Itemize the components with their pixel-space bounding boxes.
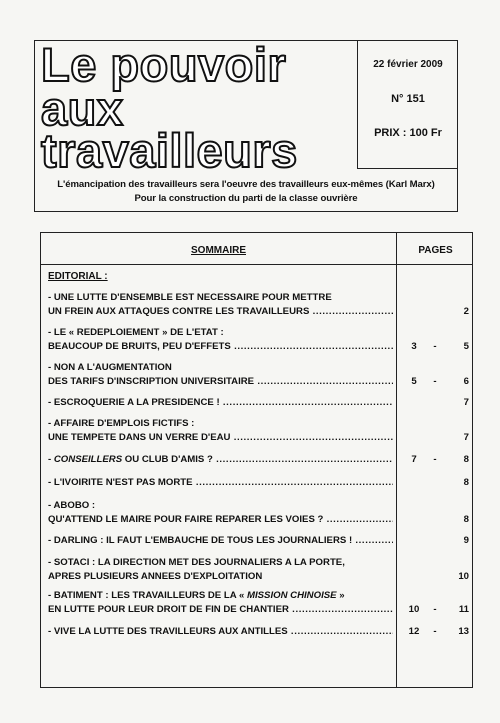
sommaire-heading: SOMMAIRE — [191, 245, 246, 256]
page-range-dash: - — [433, 376, 437, 387]
page-start: 5 — [411, 376, 417, 387]
newspaper-title — [35, 38, 357, 177]
title-line-2: aux — [41, 82, 124, 135]
toc-entry[interactable] — [48, 589, 468, 617]
entry-title — [48, 589, 393, 603]
table-of-contents — [40, 232, 473, 688]
toc-entry[interactable] — [48, 499, 468, 527]
toc-entry[interactable] — [48, 361, 468, 389]
toc-entry[interactable] — [48, 534, 468, 548]
page-number: 7 — [463, 432, 469, 443]
page-start: 7 — [411, 454, 417, 465]
page-end: 6 — [463, 376, 469, 387]
toc-entry[interactable] — [48, 326, 468, 354]
toc-entry[interactable] — [48, 625, 468, 639]
toc-entry[interactable] — [48, 453, 468, 467]
page-end: 11 — [458, 604, 469, 615]
entry-title-suffix: » — [336, 590, 345, 601]
toc-entry[interactable] — [48, 291, 468, 319]
tagline-mission: Pour la construction du parti de la classe ouvrière — [134, 193, 358, 204]
toc-entry[interactable] — [48, 417, 468, 445]
entry-title — [48, 453, 393, 467]
entry-title: - ESCROQUERIE A LA PRESIDENCE ! ..... — [48, 396, 393, 410]
page-number: 2 — [463, 306, 469, 317]
entry-title-italic: CONSEILLERS — [53, 454, 123, 465]
page-range-dash: - — [433, 341, 437, 352]
page-start: 10 — [408, 604, 420, 615]
entry-title: - NON A L'AUGMENTATION — [48, 362, 172, 373]
issue-date: 22 février 2009 — [373, 59, 443, 70]
page-end: 5 — [463, 341, 469, 352]
title-line-1: Le pouvoir — [41, 38, 287, 91]
entry-title-suffix: OU CLUB D'AMIS ? — [122, 454, 213, 465]
toc-header — [41, 233, 472, 265]
entry-subtitle: DES TARIFS D'INSCRIPTION UNIVERSITAIRE ..... — [48, 375, 393, 389]
entry-title-prefix: - — [48, 454, 54, 465]
tagline-quote: L'émancipation des travailleurs sera l'oeuvre des travailleurs eux-mêmes (Karl Marx) — [57, 179, 435, 190]
entry-subtitle: UNE TEMPETE DANS UN VERRE D'EAU ..... — [48, 431, 393, 445]
entry-title: - AFFAIRE D'EMPLOIS FICTIFS : — [48, 418, 195, 429]
page-number: 8 — [463, 514, 469, 525]
pages-heading: PAGES — [418, 245, 453, 256]
entry-subtitle: EN LUTTE POUR LEUR DROIT DE FIN DE CHANTIER ..... — [48, 603, 393, 617]
editorial-label: EDITORIAL : — [48, 271, 108, 282]
page-range-dash: - — [433, 604, 437, 615]
page-number: 9 — [463, 535, 469, 546]
entry-subtitle: APRES PLUSIEURS ANNEES D'EXPLOITATION — [48, 571, 263, 582]
page-end: 13 — [458, 626, 469, 637]
page-start: 3 — [411, 341, 417, 352]
entry-title: - SOTACI : LA DIRECTION MET DES JOURNALIERS A LA PORTE, — [48, 557, 345, 568]
entry-subtitle: QU'ATTEND LE MAIRE POUR FAIRE REPARER LES VOIES ? ..... — [48, 513, 393, 527]
entry-subtitle: UN FREIN AUX ATTAQUES CONTRE LES TRAVAILLEURS ..... — [48, 305, 393, 319]
entry-title: - UNE LUTTE D'ENSEMBLE EST NECESSAIRE POUR METTRE — [48, 292, 332, 303]
title-line-3: travailleurs — [41, 124, 298, 177]
entry-title: - ABOBO : — [48, 500, 96, 511]
page-number: 8 — [463, 477, 469, 488]
issue-number: N° 151 — [391, 93, 425, 105]
entry-subtitle: BEAUCOUP DE BRUITS, PEU D'EFFETS ..... — [48, 340, 393, 354]
page-number: 10 — [458, 571, 469, 582]
page-end: 8 — [463, 454, 469, 465]
entry-title: - L'IVOIRITE N'EST PAS MORTE ..... — [48, 476, 393, 490]
page-start: 12 — [408, 626, 420, 637]
issue-price: PRIX : 100 Fr — [374, 127, 442, 139]
toc-entry[interactable] — [48, 396, 468, 410]
entry-title: - VIVE LA LUTTE DES TRAVILLEURS AUX ANTILLES ..... — [48, 625, 393, 639]
entry-title: - LE « REDEPLOIEMENT » DE L'ETAT : — [48, 327, 224, 338]
entry-title-italic: MISSION CHINOISE — [246, 590, 337, 601]
toc-entry[interactable] — [48, 476, 468, 490]
toc-entry[interactable] — [48, 556, 468, 584]
page-range-dash: - — [433, 454, 437, 465]
page-number: 7 — [463, 397, 469, 408]
entry-title: - DARLING : IL FAUT L'EMBAUCHE DE TOUS LES JOURNALIERS ! ..... — [48, 534, 393, 548]
page-range-dash: - — [433, 626, 437, 637]
masthead — [34, 40, 458, 212]
entry-title-prefix: - BATIMENT : LES TRAVAILLEURS DE LA « — [48, 590, 247, 601]
issue-info-box — [357, 41, 458, 169]
